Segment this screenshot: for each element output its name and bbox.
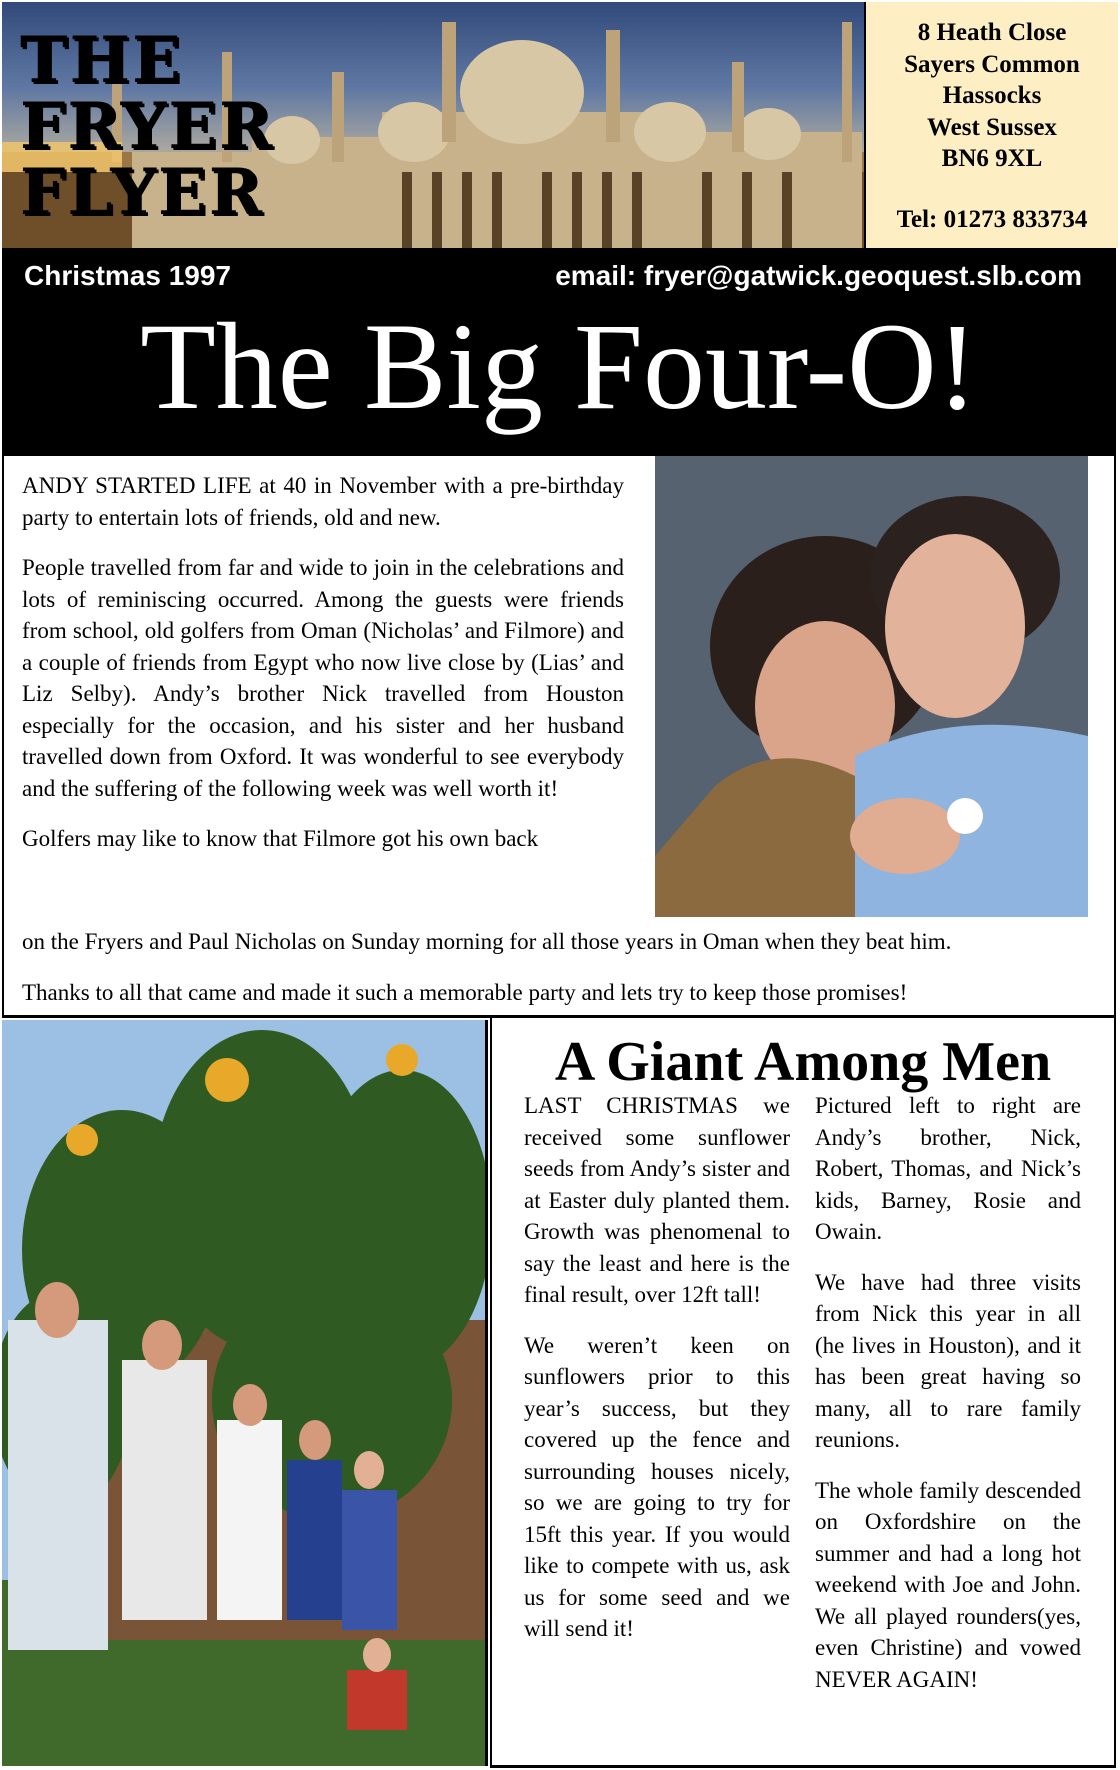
- sunflower-family-photo: [2, 1020, 488, 1766]
- paragraph: ANDY STARTED LIFE at 40 in November with a pre-birthday party to entertain lots of friends, old and new.: [22, 473, 624, 530]
- address-line: West Sussex: [927, 113, 1057, 141]
- paragraph: LAST CHRISTMAS we received some sunflower seeds from Andy’s sister and at Easter duly planted them. Growth was phenomenal to say the least and here is the final result, over 12ft tall!: [524, 1093, 790, 1307]
- title-line: FRYER: [20, 89, 275, 164]
- couple-photo: [655, 456, 1088, 917]
- paragraph: Pictured left to right are Andy’s brother, Nick, Robert, Thomas, and Nick’s kids, Barney, Rosie and Owain.: [815, 1093, 1081, 1244]
- article-headline: A Giant Among Men: [554, 1031, 1052, 1093]
- email-address: email: fryer@gatwick.geoquest.slb.com: [555, 260, 1082, 291]
- paragraph: We have had three visits from Nick this year in all (he lives in Houston), and it has been great having so many, all to rare family reunions.: [815, 1269, 1081, 1452]
- article-column-2: [815, 1090, 1081, 1714]
- main-headline: The Big Four-O!: [140, 298, 978, 435]
- title-line: FLYER: [20, 155, 264, 230]
- paragraph: People travelled from far and wide to join in the celebrations and lots of reminiscing occurred. Among the guests were friends from school, old golfers from Oman (Nicholas’ and Filmore) and a couple of friends from Egypt who now live close by (Lias’ and Liz Selby). Andy’s brother Nick travelled from Houston especially for the occasion, and his sister and her husband travelled down from Oxford. It was wonderful to see everybody and the suffering of the following week was well worth it!: [22, 555, 624, 801]
- sunflower-illustration: [2, 1020, 485, 1766]
- title-line: THE: [20, 23, 183, 98]
- address-line: BN6 9XL: [941, 145, 1043, 172]
- telephone: Tel: 01273 833734: [896, 206, 1088, 233]
- couple-illustration: [655, 456, 1088, 917]
- paragraph-continued: on the Fryers and Paul Nicholas on Sunday morning for all those years in Oman when they beat him.: [22, 929, 952, 954]
- masthead: [2, 2, 1116, 248]
- headline-band: [2, 248, 1116, 456]
- pavilion-photo: [2, 2, 864, 248]
- article-body: [22, 470, 624, 874]
- address-line: Sayers Common: [904, 50, 1080, 78]
- article-column-1: [524, 1090, 790, 1664]
- paragraph: We weren’t keen on sunflowers prior to this year’s success, but they covered up the fence and surrounding houses nicely, so we are going to try for 15ft this year. If you would like to compete with us, ask us for some seed and we will send it!: [524, 1332, 790, 1641]
- postal-address: [866, 2, 1118, 175]
- newsletter-title: [20, 23, 275, 230]
- paragraph: Thanks to all that came and made it such a memorable party and lets try to keep those promises!: [22, 980, 908, 1005]
- paragraph: The whole family descended on Oxfordshire on the summer and had a long hot weekend with Joe and John. We all played rounders(yes, even Christine) and vowed NEVER AGAIN!: [815, 1477, 1081, 1692]
- issue-date: Christmas 1997: [24, 260, 232, 291]
- address-box: [864, 2, 1118, 248]
- paragraph: Golfers may like to know that Filmore got his own back: [22, 826, 539, 851]
- address-line: Hassocks: [942, 82, 1042, 109]
- address-line: 8 Heath Close: [917, 19, 1067, 46]
